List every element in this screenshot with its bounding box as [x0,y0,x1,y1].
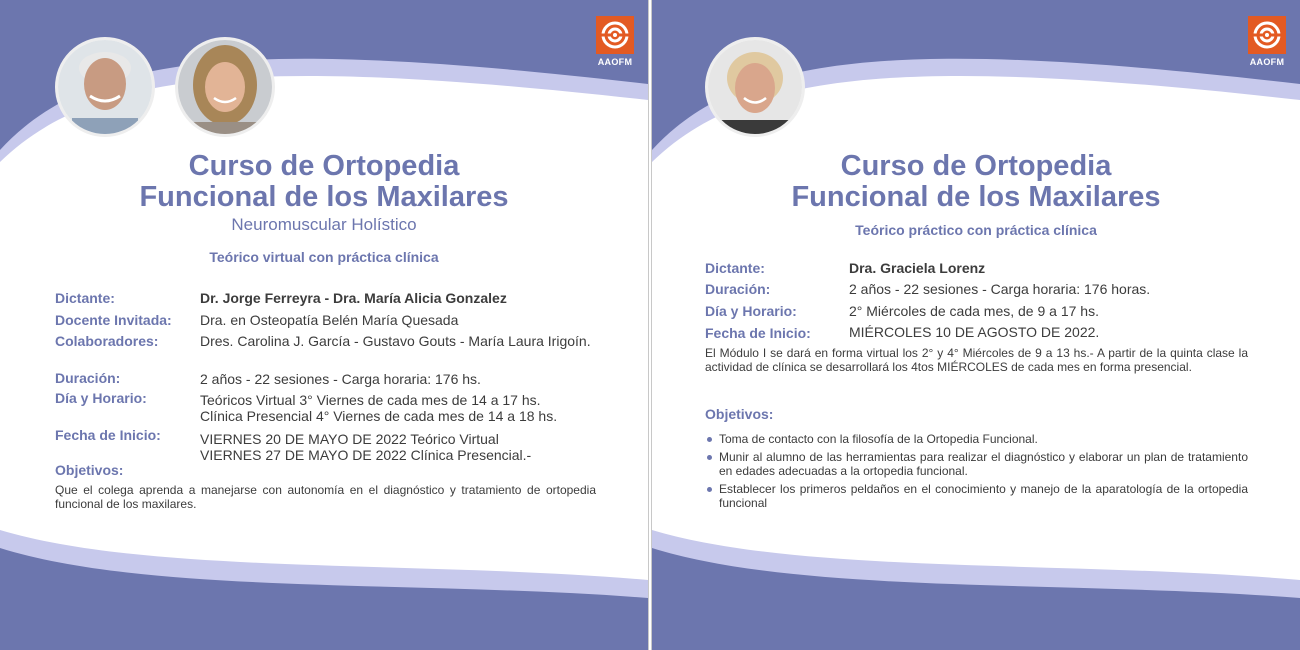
list-item: Munir al alumno de las herramientas para realizar el diagnóstico y elaborar un plan de tratamiento en edades adecuadas a la ortopedia funcional. [705,450,1248,478]
label-fecha-inicio: Fecha de Inicio: [705,325,811,341]
value-dia-horario [200,392,620,424]
label-duracion: Duración: [705,281,771,297]
label-dictante: Dictante: [55,290,115,306]
avatar-jorge-ferreyra [55,37,155,137]
course-subtitle: Neuromuscular Holístico [231,215,417,234]
target-logo-icon [600,20,630,50]
course-title [0,151,648,213]
logo-text: AAOFM [1249,57,1285,67]
course-card-right [651,0,1300,650]
value-colaboradores: Dres. Carolina J. García - Gustavo Gouts - María Laura Irigoín. [200,333,591,349]
value-fecha-inicio [200,431,620,463]
list-item: Toma de contacto con la filosofía de la Ortopedia Funcional. [705,432,1248,446]
label-duracion: Duración: [55,370,121,386]
course-card-left [0,0,649,650]
label-colaboradores: Colaboradores: [55,333,159,349]
woman-portrait-icon [708,40,802,134]
title-line-2: Funcional de los Maxilares [139,181,509,213]
course-mode: Teórico virtual con práctica clínica [209,249,439,265]
value-duracion: 2 años - 22 sesiones - Carga horaria: 176 hs. [200,371,481,387]
label-fecha-inicio: Fecha de Inicio: [55,427,161,443]
fecha-line-2: VIERNES 27 DE MAYO DE 2022 Clínica Presencial.- [200,447,532,463]
objectives-heading: Objetivos: [705,406,774,422]
module-note: El Módulo I se dará en forma virtual los 2° y 4° Miércoles de 9 a 13 hs.- A partir de la quinta clase la actividad de clínica se desarrollará los 4tos MIÉRCOLES de cada mes en forma presencial. [705,346,1248,374]
value-dictante: Dr. Jorge Ferreyra - Dra. María Alicia Gonzalez [200,290,507,306]
course-title [652,151,1300,213]
objectives-list [705,432,1248,514]
label-dictante: Dictante: [705,260,765,276]
logo-text: AAOFM [597,57,633,67]
horario-line-1: Teóricos Virtual 3° Viernes de cada mes de 14 a 17 hs. [200,392,541,408]
horario-line-2: Clínica Presencial 4° Viernes de cada mes de 14 a 18 hs. [200,408,558,424]
objectives-heading: Objetivos: [55,462,124,478]
title-line-1: Curso de Ortopedia [188,150,460,182]
label-dia-horario: Día y Horario: [705,303,797,319]
aaofm-logo [595,16,635,67]
objectives-text: Que el colega aprenda a manejarse con autonomía en el diagnóstico y tratamiento de ortopedia funcional de los maxilares. [55,483,596,511]
list-item: Establecer los primeros peldaños en el conocimiento y manejo de la aparatología de la ortopedia funcional [705,482,1248,510]
title-line-1: Curso de Ortopedia [840,150,1112,182]
avatar-maria-alicia-gonzalez [175,37,275,137]
target-logo-icon [1252,20,1282,50]
aaofm-logo [1247,16,1287,67]
course-mode: Teórico práctico con práctica clínica [855,222,1097,238]
value-dictante: Dra. Graciela Lorenz [849,260,986,276]
label-dia-horario: Día y Horario: [55,390,147,406]
avatar-graciela-lorenz [705,37,805,137]
value-dia-horario: 2° Miércoles de cada mes, de 9 a 17 hs. [849,303,1099,319]
man-portrait-icon [58,40,152,134]
label-docente-invitada: Docente Invitada: [55,312,172,328]
value-fecha-inicio: MIÉRCOLES 10 DE AGOSTO DE 2022. [849,324,1100,340]
woman-portrait-icon [178,40,272,134]
title-line-2: Funcional de los Maxilares [791,181,1161,213]
value-docente-invitada: Dra. en Osteopatía Belén María Quesada [200,312,459,328]
fecha-line-1: VIERNES 20 DE MAYO DE 2022 Teórico Virtual [200,431,499,447]
value-duracion: 2 años - 22 sesiones - Carga horaria: 176 horas. [849,281,1151,297]
